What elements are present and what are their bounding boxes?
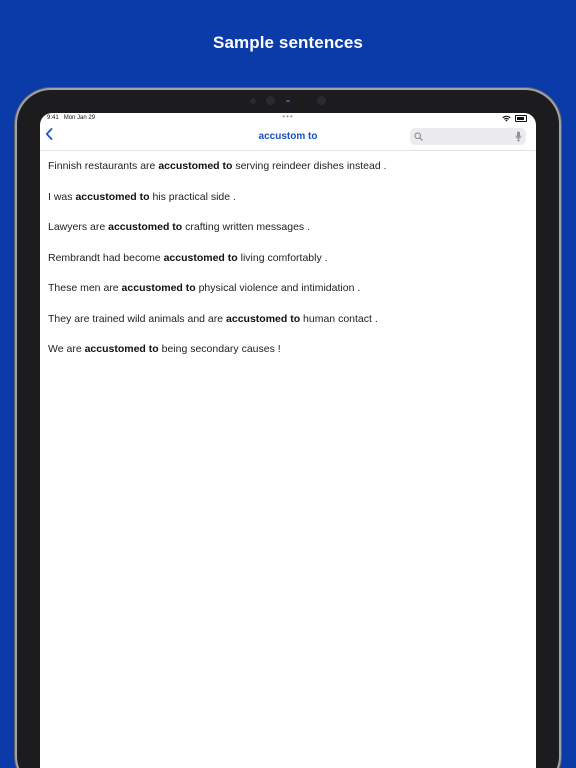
sentence-item[interactable] <box>48 304 528 335</box>
sentence-item[interactable] <box>48 182 528 213</box>
sentence-highlight: accustomed to <box>75 190 150 203</box>
sentence-highlight: accustomed to <box>108 221 183 233</box>
navigation-bar <box>40 124 536 151</box>
sentence-text-after: being secondary causes ! <box>158 343 281 355</box>
search-icon <box>414 132 423 141</box>
multitasking-dots[interactable]: ••• <box>282 113 294 121</box>
sentence-highlight: accustomed to <box>226 312 301 325</box>
wifi-icon <box>502 115 511 122</box>
status-date-text: Mon Jan 29 <box>63 115 96 121</box>
sentence-text-after: his practical side . <box>149 190 236 203</box>
status-indicators <box>502 115 527 122</box>
status-time-text: 9:41 <box>47 115 59 121</box>
sentence-text-before: Rembrandt had become <box>48 251 164 264</box>
sentence-text-after: serving reindeer dishes instead . <box>232 160 387 172</box>
search-input[interactable] <box>425 130 505 143</box>
headline: Sample sentences <box>213 33 363 52</box>
sentence-highlight: accustomed to <box>121 282 196 294</box>
status-bar <box>40 113 536 124</box>
sentence-item[interactable] <box>48 212 528 243</box>
sentence-text-before: They are trained wild animals and are <box>48 312 227 325</box>
microphone-icon[interactable] <box>515 131 522 142</box>
sentence-text-before: Finnish restaurants are <box>48 160 159 172</box>
sentence-text-before: We are <box>48 343 85 355</box>
sentence-text-after: crafting written messages . <box>182 221 311 233</box>
sentence-highlight: accustomed to <box>158 160 233 172</box>
sentence-text-after: living comfortably . <box>237 251 328 264</box>
page-title: accustom to <box>258 131 318 142</box>
search-bar[interactable] <box>410 128 526 145</box>
sentence-text-after: human contact . <box>300 312 378 325</box>
sentence-text-before: Lawyers are <box>48 221 109 233</box>
sentence-highlight: accustomed to <box>84 343 159 355</box>
camera-bar <box>17 96 559 106</box>
sentence-item[interactable] <box>48 151 528 182</box>
sentence-text-before: These men are <box>48 282 122 294</box>
sentence-item[interactable] <box>48 243 528 274</box>
sentence-text-after: physical violence and intimidation . <box>195 282 361 294</box>
sentence-text-before: I was <box>48 190 76 203</box>
sentence-item[interactable] <box>48 273 528 304</box>
sentence-item[interactable] <box>48 334 528 365</box>
app-screen <box>40 113 536 768</box>
camera-icon <box>266 96 275 105</box>
battery-icon <box>515 115 527 122</box>
lidar-icon <box>317 96 326 105</box>
sensor-icon <box>250 98 256 104</box>
indicator-icon <box>286 100 290 102</box>
sentence-list <box>40 151 536 365</box>
sentence-highlight: accustomed to <box>163 251 238 264</box>
